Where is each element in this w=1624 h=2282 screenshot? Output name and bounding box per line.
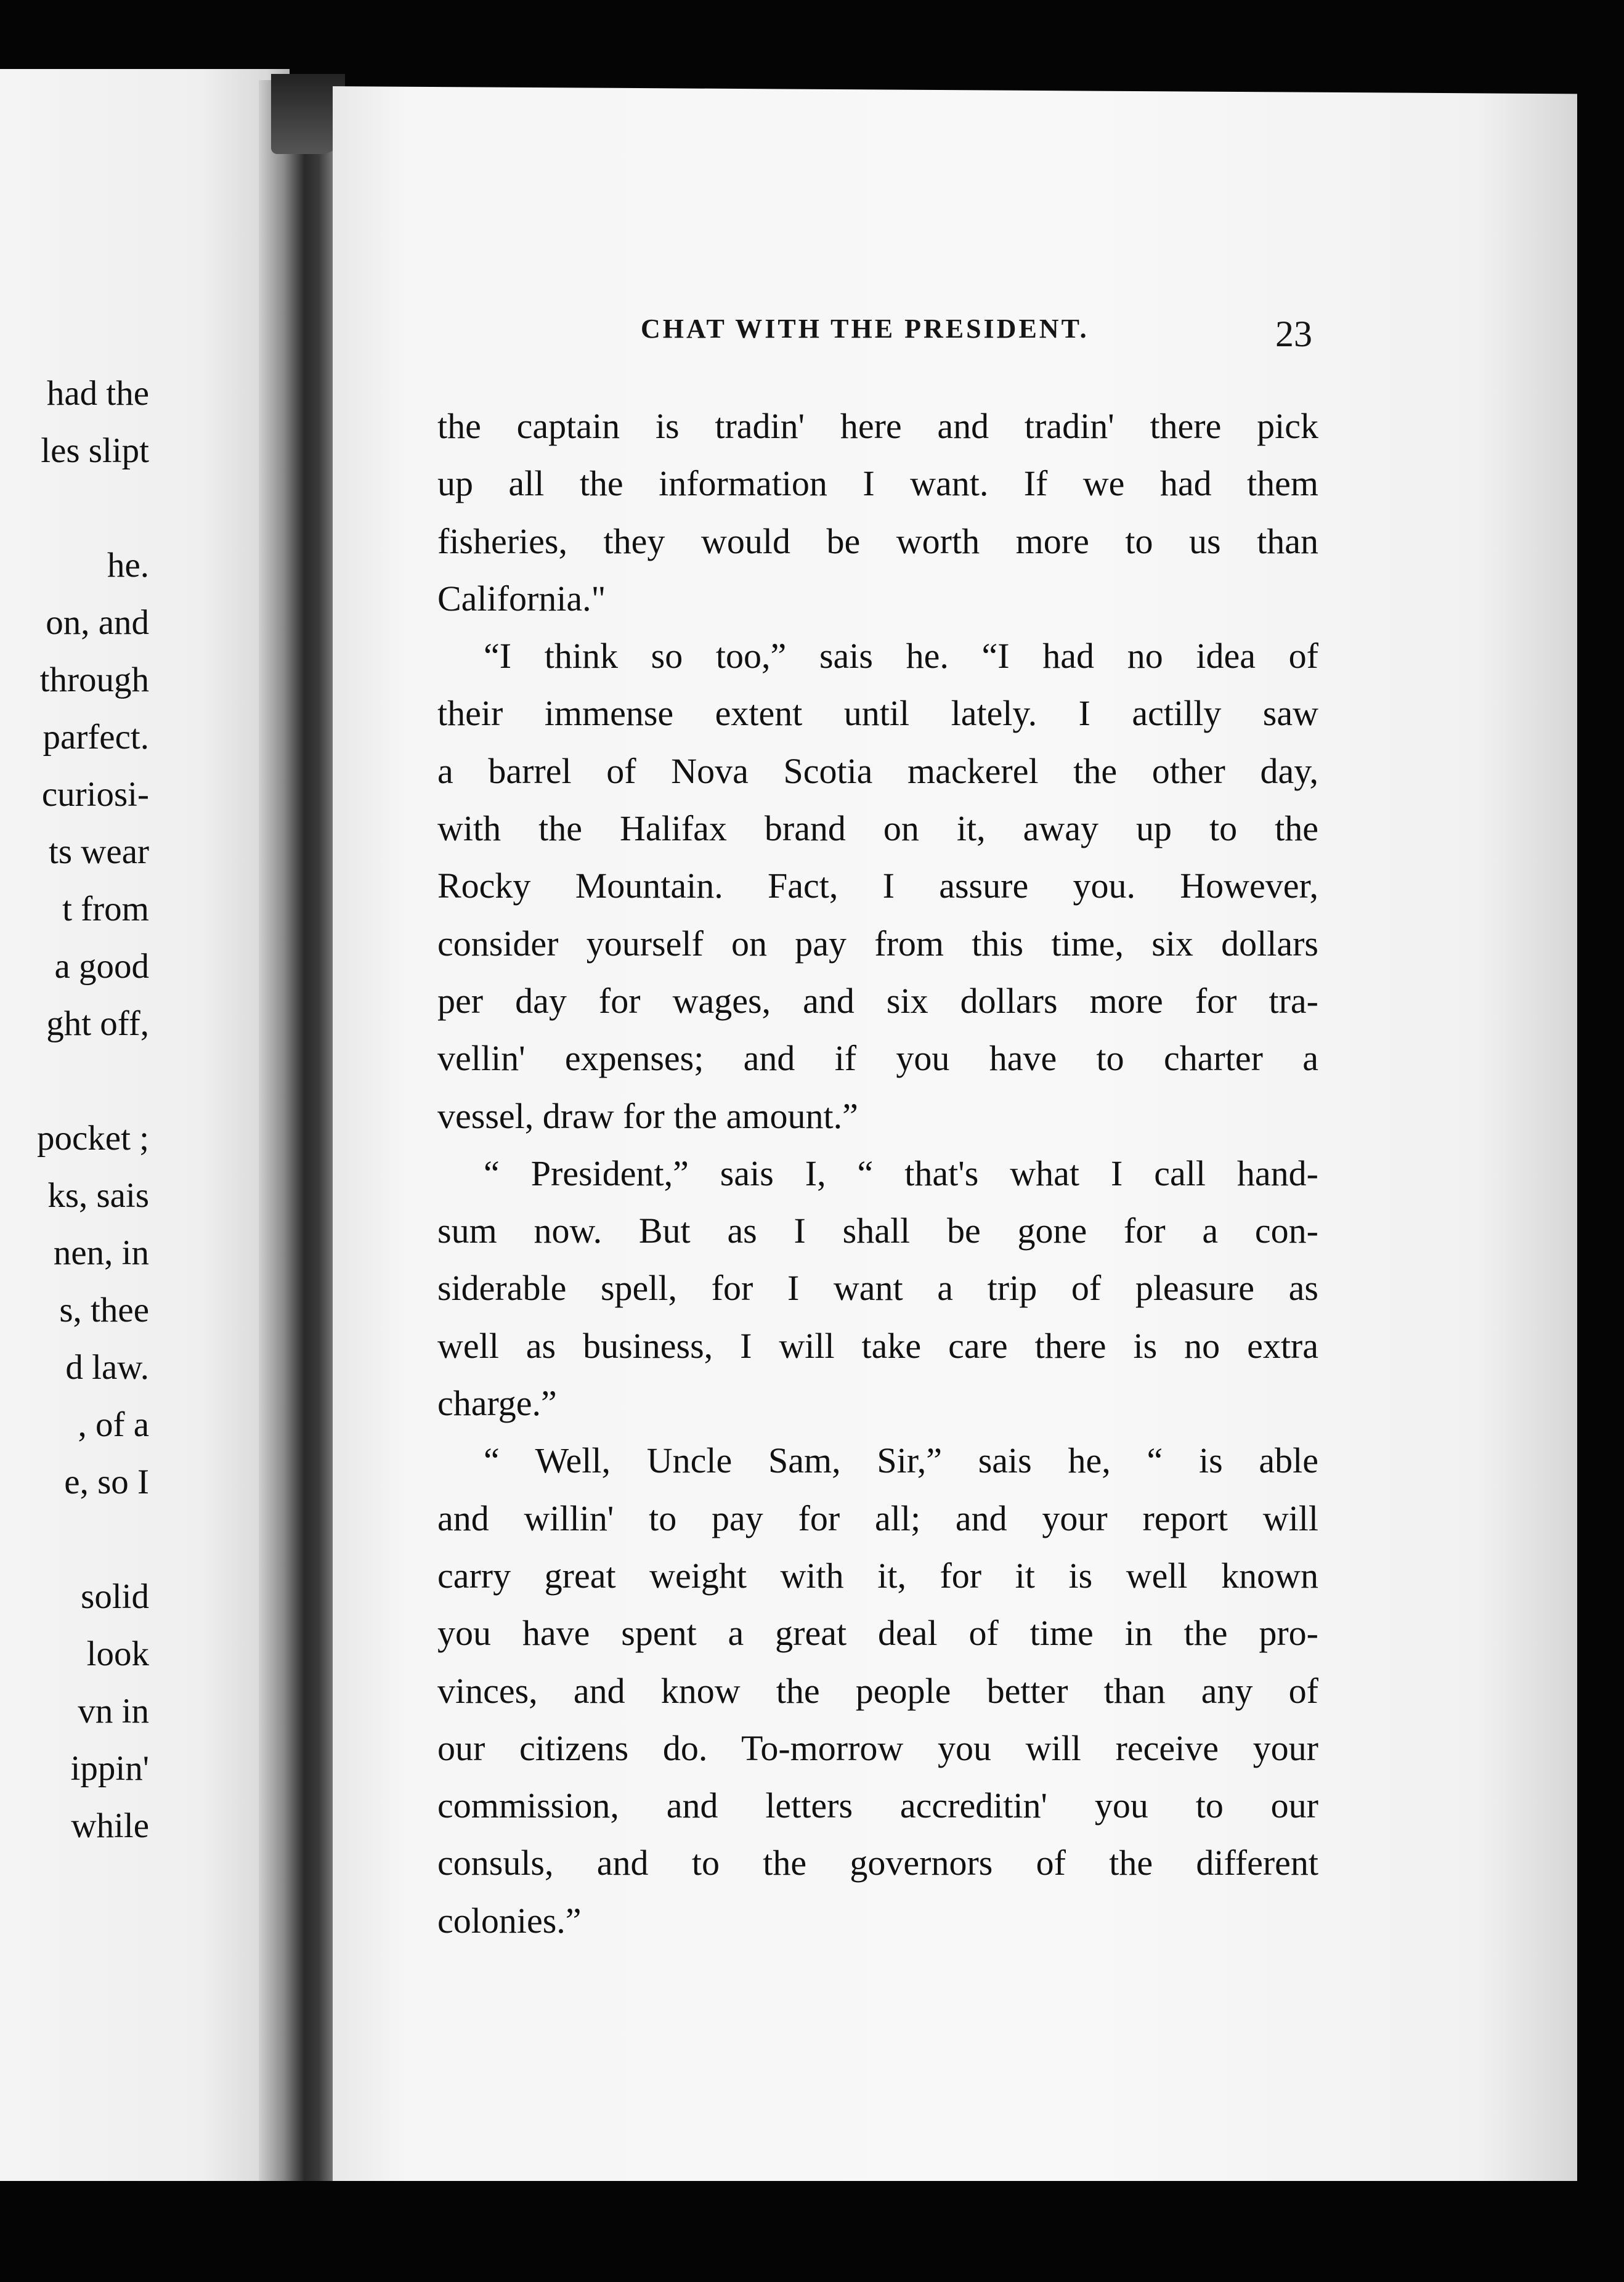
text-line: siderable spell, for I want a trip of pleasure as (437, 1268, 1318, 1309)
text-line: “ President,” sais I, “ that's what I call hand- (484, 1153, 1318, 1193)
left-line-gap (0, 1511, 149, 1568)
text-line: carry great weight with it, for it is well known (437, 1555, 1318, 1596)
text-line: “I think so too,” sais he. “I had no idea of (484, 636, 1318, 676)
text-line: with the Halifax brand on it, away up to the (437, 808, 1318, 849)
text-line: Rocky Mountain. Fact, I assure you. However, (437, 866, 1318, 906)
left-line: parfect. (43, 718, 149, 757)
left-line: ks, sais (47, 1176, 149, 1215)
text-line: commission, and letters accreditin' you to our (437, 1785, 1318, 1826)
running-head: CHAT WITH THE PRESIDENT. (641, 314, 1089, 344)
text-line: and willin' to pay for all; and your report will (437, 1498, 1318, 1538)
left-line: solid (81, 1577, 149, 1616)
text-line: “ Well, Uncle Sam, Sir,” sais he, “ is able (484, 1440, 1318, 1481)
book-gutter (259, 80, 342, 2193)
left-line: through (39, 660, 149, 699)
page-number: 23 (1275, 314, 1312, 354)
left-line: a good (54, 947, 149, 986)
text-line: fisheries, they would be worth more to us than (437, 521, 1318, 561)
left-line: ght off, (46, 1004, 149, 1043)
text-line: their immense extent until lately. I actilly saw (437, 693, 1318, 734)
left-line: pocket ; (36, 1119, 149, 1158)
left-line: on, and (46, 603, 149, 642)
left-line-gap (0, 479, 149, 537)
left-line: les slipt (41, 431, 149, 470)
left-line: t from (62, 890, 149, 928)
left-line: vn in (78, 1692, 149, 1731)
left-line: s, thee (59, 1291, 149, 1330)
text-line: vellin' expenses; and if you have to charter a (437, 1038, 1318, 1079)
left-line: , of a (78, 1405, 149, 1444)
left-line: ts wear (48, 832, 149, 871)
text-line: sum now. But as I shall be gone for a con- (437, 1211, 1318, 1251)
page-body-text (437, 397, 1318, 1949)
left-line: d law. (65, 1348, 149, 1387)
text-line: charge.” (437, 1383, 557, 1424)
text-line: a barrel of Nova Scotia mackerel the other day, (437, 750, 1318, 791)
left-line: e, so I (64, 1463, 149, 1501)
text-line: colonies.” (437, 1900, 582, 1941)
text-line: well as business, I will take care there is no extra (437, 1325, 1318, 1366)
left-line: curiosi- (41, 775, 149, 814)
text-line: consider yourself on pay from this time, six dollars (437, 923, 1318, 964)
text-line: our citizens do. To-morrow you will receive your (437, 1728, 1318, 1768)
left-line: he. (107, 546, 149, 585)
left-page (0, 69, 290, 2188)
left-line: while (71, 1806, 149, 1845)
left-line: look (86, 1634, 149, 1673)
left-line-gap (0, 1052, 149, 1110)
scan-background-bottom (0, 2181, 1624, 2282)
text-line: up all the information I want. If we had them (437, 463, 1318, 504)
text-line: per day for wages, and six dollars more for tra- (437, 980, 1318, 1021)
left-line: had the (46, 374, 149, 413)
text-line: California." (437, 578, 606, 619)
text-line: the captain is tradin' here and tradin' there pick (437, 406, 1318, 446)
text-line: you have spent a great deal of time in the pro- (437, 1613, 1318, 1654)
text-line: consuls, and to the governors of the different (437, 1843, 1318, 1883)
text-line: vessel, draw for the amount.” (437, 1095, 858, 1136)
left-line: nen, in (53, 1233, 149, 1272)
left-page-text (0, 365, 149, 1854)
text-line: vinces, and know the people better than any of (437, 1670, 1318, 1711)
left-line: ippin' (70, 1749, 149, 1788)
